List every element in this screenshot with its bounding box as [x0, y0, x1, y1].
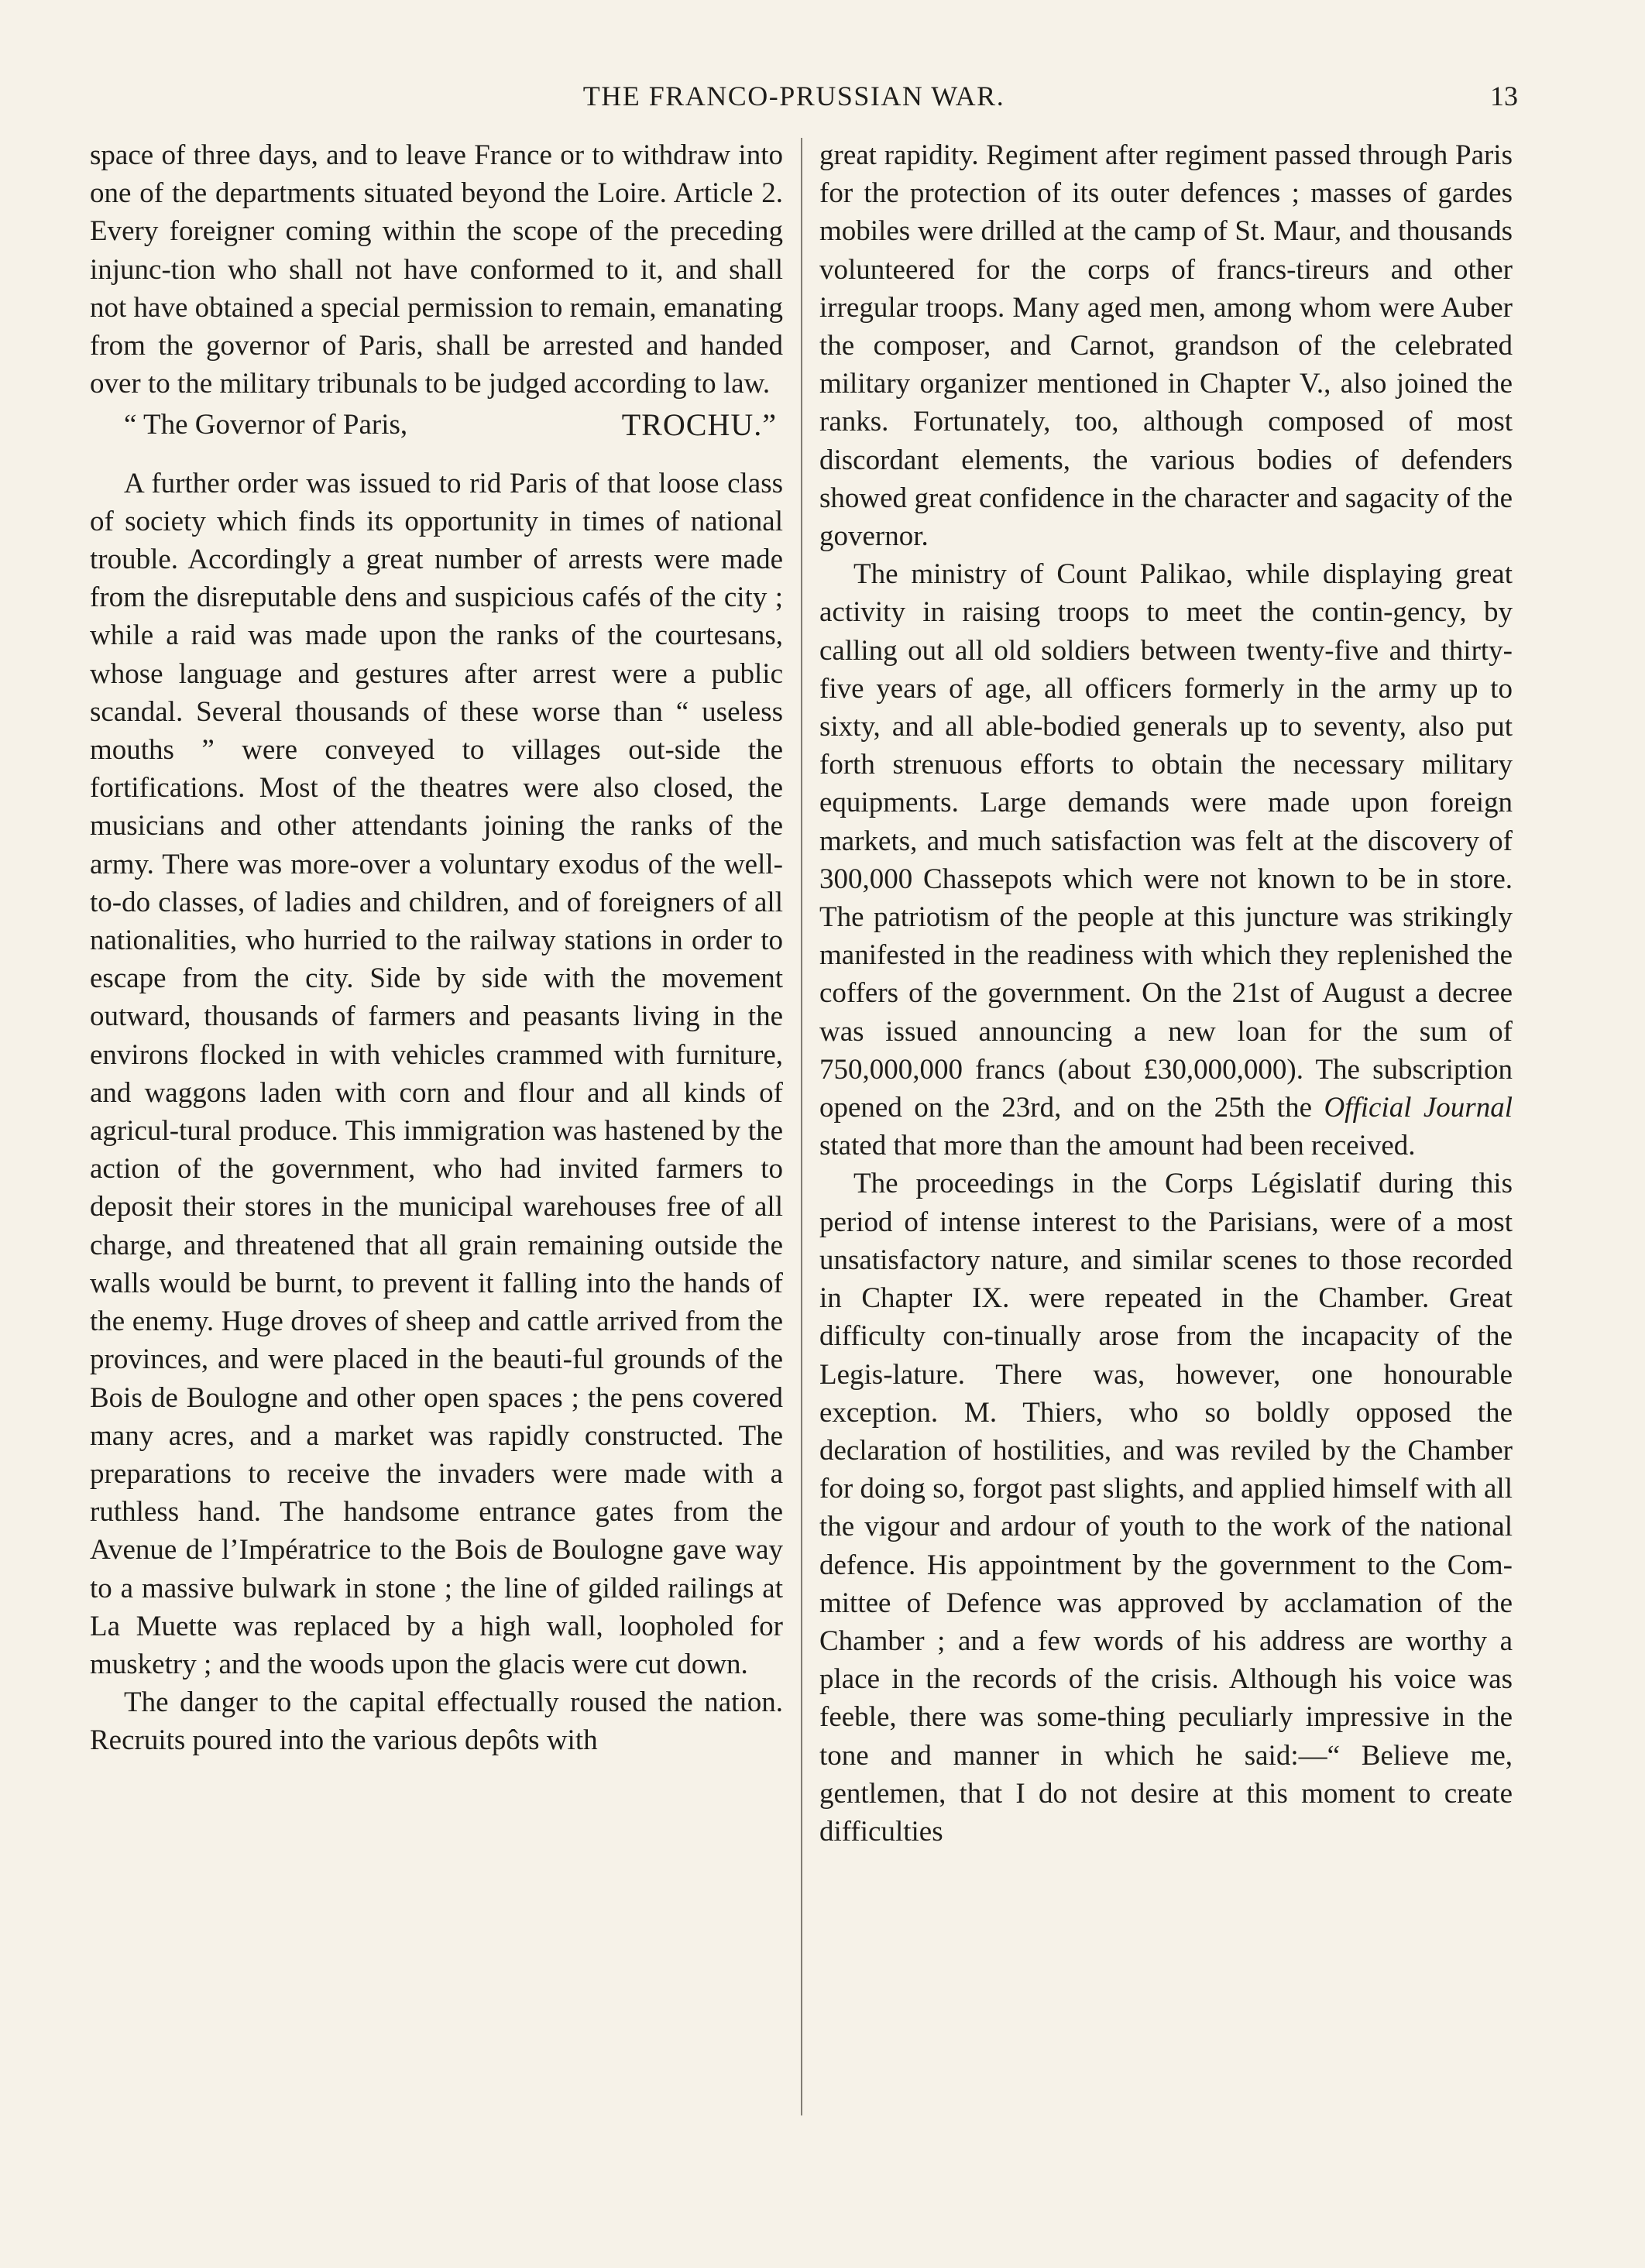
- right-paragraph-2-main: The ministry of Count Palikao, while displaying great activity in raising troops to meet the contin-gency, by calling out all old soldiers between twenty-five and thirty-five years of age, all officers formerly in the army up to sixty, and all able-bodied generals up to seventy, also put forth strenuous efforts to obtain the necessary military equipments. Large demands were made upon foreign markets, and much satisfaction was felt at the discovery of 300,000 Chassepots which were not known to be in store. The patriotism of the people at this juncture was strikingly manifested in the readiness with which they replenished the coffers of the government. On the 21st of August a decree was issued announcing a new loan for the sum of 750,000,000 francs (about £30,000,000). The subscription opened on the 23rd, and on the 25th the: [819, 558, 1513, 1124]
- left-paragraph-3: The danger to the capital effectually roused the nation. Recruits poured into the various depôts with: [90, 1686, 783, 1757]
- official-journal-title: Official Journal: [1324, 1092, 1513, 1124]
- signature-title: “ The Governor of Paris,: [124, 409, 408, 441]
- right-paragraph-2-end: stated that more than the amount had been received.: [819, 1130, 1416, 1162]
- right-column: [819, 136, 1513, 1851]
- right-paragraph-2: [819, 555, 1513, 1165]
- left-column: [90, 136, 783, 1760]
- page-number: 13: [1490, 81, 1518, 112]
- left-paragraph-1: space of three days, and to leave France or to withdraw into one of the departments situated beyond the Loire. Article 2. Every foreigner coming within the scope of the preceding injunc-tion who shall not have conformed to it, and shall not have obtained a special permission to remain, emanating from the governor of Paris, shall be arrested and handed over to the military tribunals to be judged according to law.: [90, 139, 783, 400]
- left-paragraph-2: A further order was issued to rid Paris of that loose class of society which finds its opportunity in times of national trouble. Accordingly a great number of arrests were made from the disreputable dens and suspicious cafés of the city ; while a raid was made upon the ranks of the courtesans, whose language and gestures after arrest were a public scandal. Several thousands of these worse than “ useless mouths ” were conveyed to villages out-side the fortifications. Most of the theatres were also closed, the musicians and other attendants joining the ranks of the army. There was more-over a voluntary exodus of the well-to-do classes, of ladies and children, and of foreigners of all nationalities, who hurried to the railway stations in order to escape from the city. Side by side with the movement outward, thousands of farmers and peasants living in the environs flocked in with vehicles crammed with furniture, and waggons laden with corn and flour and all kinds of agricul-tural produce. This immigration was hastened by the action of the government, who had invited farmers to deposit their stores in the municipal warehouses free of all charge, and threatened that all grain remaining outside the walls would be burnt, to prevent it falling into the hands of the enemy. Huge droves of sheep and cattle arrived from the provinces, and were placed in the beauti-ful grounds of the Bois de Boulogne and other open spaces ; the pens covered many acres, and a market was rapidly constructed. The preparations to receive the invaders were made with a ruthless hand. The handsome entrance gates from the Avenue de l’Impératrice to the Bois de Boulogne gave way to a massive bulwark in stone ; the line of gilded railings at La Muette was replaced by a high wall, loopholed for musketry ; and the woods upon the glacis were cut down.: [90, 467, 783, 1680]
- running-head: [85, 74, 1518, 121]
- column-divider: [801, 138, 802, 2115]
- right-paragraph-1: great rapidity. Regiment after regiment passed through Paris for the protection of its outer defences ; masses of gardes mobiles were drilled at the camp of St. Maur, and thousands volunteered for the corps of francs-tireurs and other irregular troops. Many aged men, among whom were Auber the composer, and Carnot, grandson of the celebrated military organizer mentioned in Chapter V., also joined the ranks. Fortunately, too, although composed of most discordant elements, the various bodies of defenders showed great confidence in the character and sagacity of the governor.: [819, 139, 1513, 553]
- running-title: THE FRANCO-PRUSSIAN WAR.: [582, 81, 1005, 112]
- signature-name: TROCHU.”: [621, 407, 777, 443]
- proclamation-signature: [90, 406, 783, 444]
- right-paragraph-3: The proceedings in the Corps Législatif during this period of intense interest to the Parisians, were of a most unsatisfactory nature, and similar scenes to those recorded in Chapter IX. were repeated in the Chamber. Great difficulty con-tinually arose from the incapacity of the Legis-lature. There was, however, one honourable exception. M. Thiers, who so boldly opposed the declaration of hostilities, and was reviled by the Chamber for doing so, forgot past slights, and applied himself with all the vigour and ardour of youth to the work of the national defence. His appointment by the government to the Com-mittee of Defence was approved by acclamation of the Chamber ; and a few words of his address are worthy a place in the records of the crisis. Although his voice was feeble, there was some-thing peculiarly impressive in the tone and manner in which he said:—“ Believe me, gentlemen, that I do not desire at this moment to create difficulties: [819, 1168, 1513, 1848]
